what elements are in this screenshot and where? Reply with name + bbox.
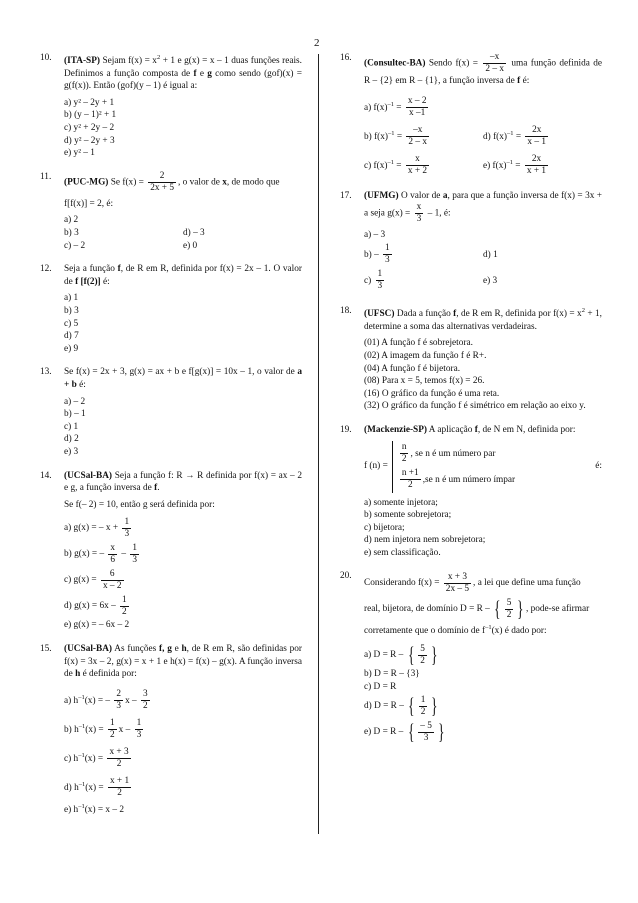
left-column — [40, 52, 302, 828]
option-a: a) y² – 2y + 1 — [64, 97, 115, 108]
question-13: 13. Se f(x) = 2x + 3, g(x) = ax + b e f[g(x)] = 10x – 1, o valor de a + b é: a) – 2 b) – 1 c) 1 d) 2 e) 3 — [40, 367, 302, 457]
question-10-options — [64, 97, 302, 160]
question-16: 16. (Consultec-BA) Sendo f(x) = $\frac{-x}{2 - x}$ uma função definida de R – {2} em R – {1}, a função inversa de f é: a) $f(x)^{-1}$ = $\frac{x - 2}{x -1}$ b) $f(x)^{-1}$ = $\frac{-x}{2 - x}$ d) $f(x)^{-1}$ = $\frac{2x}{x - 1}$ c) $f(x)^{-1}$ = $\frac{x}{x + 2}$ e) $f(x)^{-1}$ = $\frac{2x}{x + 1}$ — [340, 52, 602, 179]
question-14-condition: Se f(– 2) = 10, então g será definida por: — [64, 499, 215, 510]
page-number: 2 — [314, 37, 320, 49]
question-15: 15. (UCSal-BA) As funções f, g e h, de R em R, são definidas por f(x) = 3x – 2, g(x) = x + 1 e h(x) = f(x) – g(x). A função inversa de h é definida por: a) $h^{-1}(x)$ = – $\frac{2}{3}$ x – $\frac{3}{2}$ b) $h^{-1}(x)$ = $\frac{1}{2}$ x – $\frac{1}{3}$ c) $h^{-1}(x)$ = $\frac{x + 3}{2}$ d) $h^{-1}(x)$ = $\frac{x + 1}{2}$ e) $h^{-1}(x) = x - 2$ — [40, 643, 302, 816]
question-18-stem: (UFSC) Dada a função f, de R em R, definida por $f(x) = x^2 + 1$, determine a soma das alternativas verdadeiras. — [364, 307, 602, 332]
question-19: 19. (Mackenzie-SP) A aplicação f, de N em N, definida por: f (n) = $\frac{n}{2}$ , se n é um número par $\frac{n +1}{2}$ ,se n é um número ímpar é: a) somente injetora; b) somente sobrejetora; c) bijetora; d) nem injetora nem sobrejetora; e) sem classificação. — [340, 424, 602, 558]
question-10: 10. (ITA-SP) Sejam $f(x) = x^2 + 1$ e g(x) = x – 1 duas funções reais. Definimos a função composta de f e g como sendo (gof)(x) = g(f(x)). Então (gof)(y – 1) é igual a: a) y² – 2y + 1 b) (y – 1)² + 1 c) y² + 2y – 2 d) y² – 2y + 3 e) y² – 1 — [40, 53, 303, 159]
question-16-stem: (Consultec-BA) Sendo f(x) = $\frac{-x}{2 - x}$ uma função definida de R – {2} em R – {1}, a função inversa de f é: — [364, 52, 602, 86]
piecewise-definition: f (n) = $\frac{n}{2}$ , se n é um número par $\frac{n +1}{2}$ ,se n é um número ímpar é: — [364, 441, 602, 493]
question-11-options: a) 2 b) 3 d) – 3 c) – 2 e) 0 — [64, 215, 205, 251]
question-20-options: a) D = R – { $\frac{5}{2}$ } b) D = R – {3} c) D = R d) D = R – { $\frac{1}{2}$ } e) D = R – { $\frac{- 5}{3}$ } — [364, 642, 445, 745]
question-13-stem: Se f(x) = 2x + 3, g(x) = ax + b e f[g(x)] = 10x – 1, o valor de a + b é: — [64, 367, 302, 390]
right-column — [340, 52, 602, 756]
question-18-propositions: (01) A função f é sobrejetora. (02) A imagem da função f é R+. (04) A função f é bijetora. (08) Para x = 5, temos f(x) = 26. (16) O gráfico da função é uma reta. (32) O gráfico da função f é simétrico em relação ao eixo y. — [364, 338, 586, 412]
question-16-options: a) $f(x)^{-1}$ = $\frac{x - 2}{x -1}$ b) $f(x)^{-1}$ = $\frac{-x}{2 - x}$ d) $f(x)^{-1}$ = $\frac{2x}{x - 1}$ c) $f(x)^{-1}$ = $\frac{x}{x + 2}$ e) $f(x)^{-1}$ = $\frac{2x}{x + 1}$ — [364, 96, 547, 177]
question-12-stem: Seja a função f, de R em R, definida por f(x) = 2x – 1. O valor de f [f(2)] é: — [64, 264, 302, 287]
option-e: e) y² – 1 — [64, 148, 95, 159]
question-15-options: a) $h^{-1}(x)$ = – $\frac{2}{3}$ x – $\frac{3}{2}$ b) $h^{-1}(x)$ = $\frac{1}{2}$ x – $\frac{1}{3}$ c) $h^{-1}(x)$ = $\frac{x + 3}{2}$ d) $h^{-1}(x)$ = $\frac{x + 1}{2}$ e) $h^{-1}(x) = x - 2$ — [64, 689, 148, 816]
option-c: c) y² + 2y – 2 — [64, 123, 115, 134]
question-14-options: a) g(x) = – x + $\frac{1}{3}$ b) g(x) = – $\frac{x}{6}$ – $\frac{1}{3}$ c) g(x) = $\frac{6}{x - 2}$ d) g(x) = 6x – $\frac{1}{2}$ e) g(x) = – 6x – 2 — [64, 516, 138, 631]
option-d: d) y² – 2y + 3 — [64, 135, 115, 146]
question-12: 12. Seja a função f, de R em R, definida por f(x) = 2x – 1. O valor de f [f(2)] é: a) 1 b) 3 c) 5 d) 7 e) 9 — [40, 264, 302, 354]
question-12-options: a) 1 b) 3 c) 5 d) 7 e) 9 — [64, 293, 79, 354]
question-20-stem: Considerando f(x) = $\frac{x + 3}{2x - 5}$ , a lei que define uma função real, bijetora, de domínio D = R – { $\frac{5}{2}$ } , pode-se afirmar corretamente que o domínio de $f^{-1}(x)$ é dado por: — [364, 571, 590, 637]
question-17-stem: (UFMG) O valor de a, para que a função inversa de f(x) = 3x + a seja g(x) = $\frac{x}{3}$ – 1, é: — [364, 190, 603, 225]
question-18: 18. (UFSC) Dada a função f, de R em R, definida por $f(x) = x^2 + 1$, determine a soma das alternativas verdadeiras. (01) A função f é sobrejetora. (02) A imagem da função f é R+. (04) A função f é bijetora. (08) Para x = 5, temos f(x) = 26. (16) O gráfico da função é uma reta. (32) O gráfico da função f é simétrico em relação ao eixo y. — [340, 306, 602, 412]
question-15-stem: (UCSal-BA) As funções f, g e h, de R em R, são definidas por f(x) = 3x – 2, g(x) = x + 1 e h(x) = f(x) – g(x). A função inversa de h é definida por: — [64, 643, 302, 680]
question-19-stem: (Mackenzie-SP) A aplicação f, de N em N, definida por: — [364, 424, 576, 435]
question-17: 17. (UFMG) O valor de a, para que a função inversa de f(x) = 3x + a seja g(x) = $\frac{x}{3}$ – 1, é: a) – 3 b) – $\frac{1}{3}$ d) 1 c) $\frac{1}{3}$ e) 3 — [340, 190, 602, 294]
question-11-condition: f[f(x)] = 2, é: — [64, 198, 114, 209]
question-13-options: a) – 2 b) – 1 c) 1 d) 2 e) 3 — [64, 396, 86, 457]
column-divider — [318, 54, 319, 834]
question-11-stem: (PUC-MG) Se f(x) = $\frac{2}{2x + 5}$ , o valor de x, de modo que — [64, 170, 280, 193]
question-20: 20. Considerando f(x) = $\frac{x + 3}{2x - 5}$ , a lei que define uma função real, bijetora, de domínio D = R – { $\frac{5}{2}$ } , pode-se afirmar corretamente que o domínio de $f^{-1}(x)$ é dado por: a) D = R – { $\frac{5}{2}$ } b) D = R – {3} c) D = R d) D = R – { $\frac{1}{2}$ } e) D = R – { $\frac{- 5}{3}$ } — [340, 570, 602, 745]
question-14: 14. (UCSal-BA) Seja a função f: R → R definida por f(x) = ax – 2 e g, a função inversa de f. Se f(– 2) = 10, então g será definida por: a) g(x) = – x + $\frac{1}{3}$ b) g(x) = – $\frac{x}{6}$ – $\frac{1}{3}$ c) g(x) = $\frac{6}{x - 2}$ d) g(x) = 6x – $\frac{1}{2}$ e) g(x) = – 6x – 2 — [40, 470, 302, 631]
option-b: b) (y – 1)² + 1 — [64, 110, 117, 121]
question-10-stem: (ITA-SP) Sejam $f(x) = x^2 + 1$ e g(x) = x – 1 duas funções reais. Definimos a função composta de f e g como sendo (gof)(x) = g(f(x)). Então (gof)(y – 1) é igual a: — [64, 54, 303, 92]
question-17-options: a) – 3 b) – $\frac{1}{3}$ d) 1 c) $\frac{1}{3}$ e) 3 — [364, 230, 498, 292]
question-14-stem: (UCSal-BA) Seja a função f: R → R definida por f(x) = ax – 2 e g, a função inversa de f. — [64, 470, 302, 494]
question-11: 11. (PUC-MG) Se f(x) = $\frac{2}{2x + 5}$ , o valor de x, de modo que f[f(x)] = 2, é: a) 2 b) 3 d) – 3 c) – 2 e) 0 — [40, 171, 302, 252]
question-19-options: a) somente injetora; b) somente sobrejetora; c) bijetora; d) nem injetora nem sobrejetora; e) sem classificação. — [364, 497, 486, 558]
